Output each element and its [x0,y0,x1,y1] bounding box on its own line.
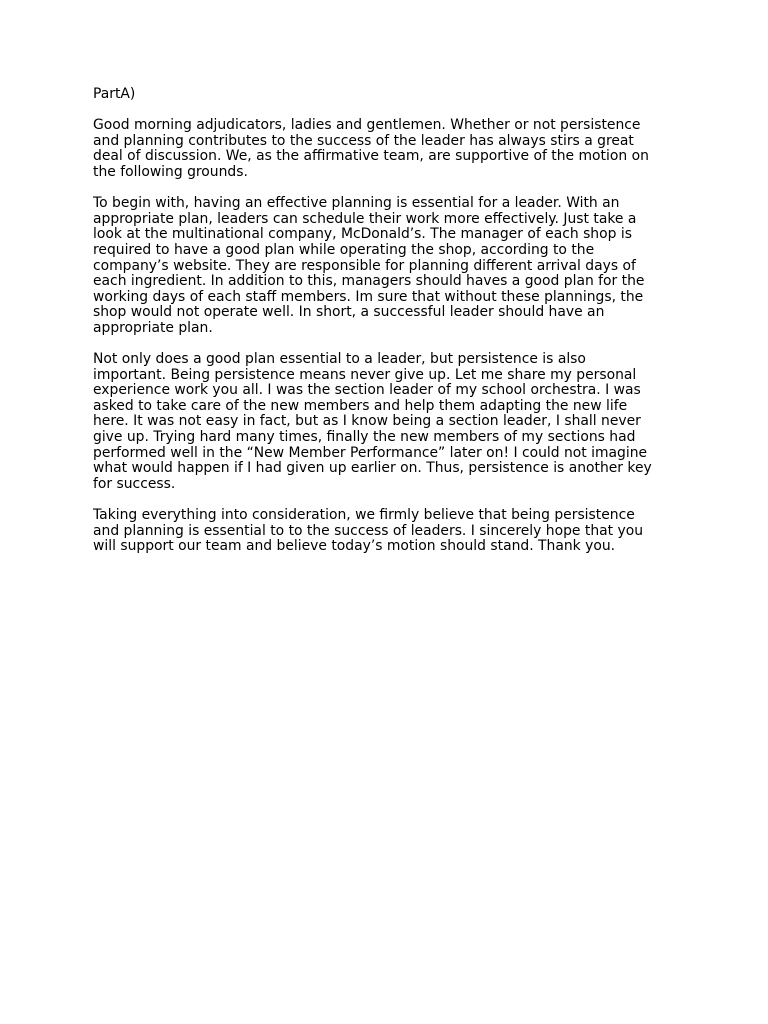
paragraph-conclusion [93,508,678,555]
text-line: required to have a good plan while operating the shop, according to the [93,241,595,258]
paragraph-introduction [93,118,678,180]
text-line: look at the multinational company, McDonald’s. The manager of each shop is [93,226,632,243]
text-line: and planning contributes to the success of the leader has always stirs a great [93,132,634,149]
text-line: working days of each staff members. Im sure that without these plannings, the [93,288,644,305]
text-line: experience work you all. I was the section leader of my school orchestra. I was [93,382,641,399]
document-heading: PartA) [93,86,136,102]
text-line: Not only does a good plan essential to a leader, but persistence is also [93,351,586,368]
text-line: here. It was not easy in fact, but as I know being a section leader, I shall never [93,413,641,430]
text-line: Taking everything into consideration, we firmly believe that being persistence [93,507,635,524]
document-body [93,87,678,570]
text-line: shop would not operate well. In short, a successful leader should have an [93,304,605,321]
text-line: company’s website. They are responsible for planning different arrival days of [93,257,636,274]
text-line: what would happen if I had given up earlier on. Thus, persistence is another key [93,460,652,477]
text-line: each ingredient. In addition to this, managers should haves a good plan for the [93,273,645,290]
text-line: To begin with, having an effective planning is essential for a leader. With an [93,195,620,212]
text-line: asked to take care of the new members and help them adapting the new life [93,397,628,414]
text-line: appropriate plan, leaders can schedule their work more effectively. Just take a [93,210,637,227]
text-line: will support our team and believe today’s motion should stand. Thank you. [93,538,616,555]
paragraph-persistence [93,352,678,492]
text-line: deal of discussion. We, as the affirmative team, are supportive of the motion on [93,148,649,165]
text-line: and planning is essential to to the success of leaders. I sincerely hope that you [93,522,644,539]
text-line: the following grounds. [93,163,248,180]
text-line: important. Being persistence means never give up. Let me share my personal [93,366,637,383]
text-line: appropriate plan. [93,319,213,336]
paragraph-planning [93,196,678,336]
text-line: Good morning adjudicators, ladies and gentlemen. Whether or not persistence [93,117,641,134]
text-line: for success. [93,475,176,492]
text-line: performed well in the “New Member Performance” later on! I could not imagine [93,444,648,461]
text-line: give up. Trying hard many times, finally the new members of my sections had [93,429,636,446]
